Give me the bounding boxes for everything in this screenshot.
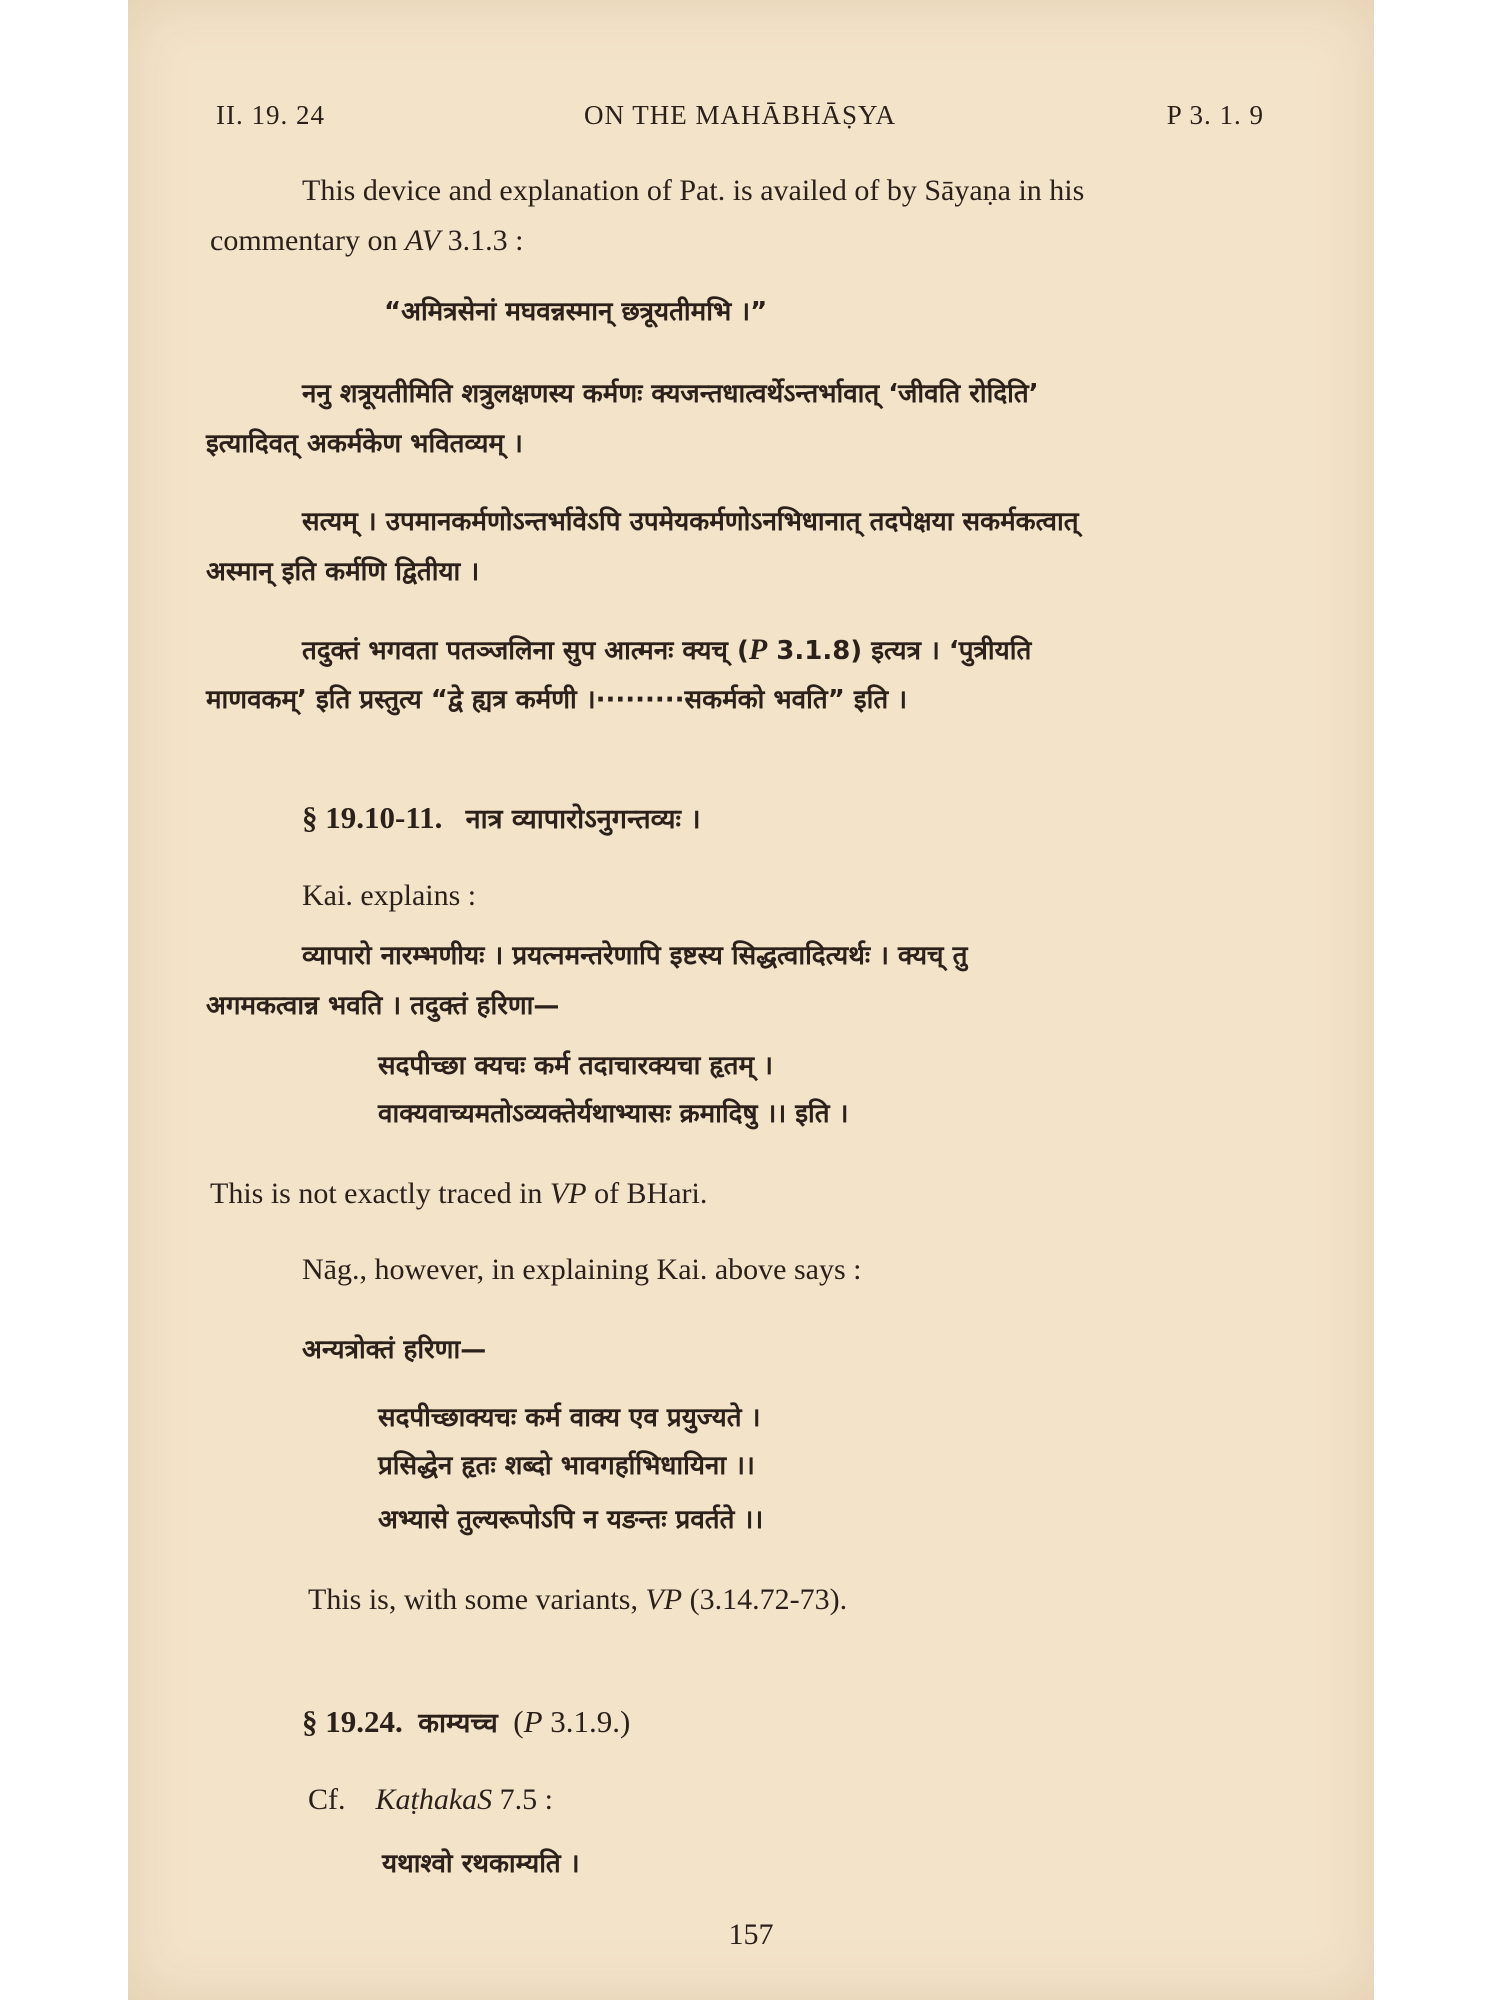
para2: This is not exactly traced in VP of BHari. bbox=[210, 1177, 708, 1210]
header-left-ref: II. 19. 24 bbox=[216, 100, 325, 130]
sanskrit-line5: अन्यत्रोक्तं हरिणा— bbox=[302, 1335, 487, 1365]
sanskrit-line6: यथाश्वो रथकाम्यति । bbox=[382, 1849, 580, 1879]
para1-line1: This device and explanation of Pat. is availed of by Sāyaṇa in his bbox=[302, 174, 1085, 207]
section-heading-19-24: § 19.24. काम्यच्च (P 3.1.9.) bbox=[302, 1704, 631, 1739]
sanskrit-para3-line2: माणवकम्’ इति प्रस्तुत्य “द्वे ह्यत्र कर्मणी ।·········सकर्मको भवति” इति । bbox=[206, 685, 908, 715]
verse2-line2: प्रसिद्धेन हृतः शब्दो भावगर्हाभिधायिना ।। bbox=[378, 1451, 755, 1481]
kai-intro: Kai. explains : bbox=[302, 879, 477, 912]
sanskrit-para1-line1: ननु शत्रूयतीमिति शत्रुलक्षणस्य कर्मणः क्यजन्तधात्वर्थेऽन्तर्भावात् ‘जीवति रोदिति’ bbox=[302, 379, 1039, 409]
verse2-line3: अभ्यासे तुल्यरूपोऽपि न यङन्तः प्रवर्तते ।। bbox=[378, 1505, 764, 1535]
verse2-line1: सदपीच्छाक्यचः कर्म वाक्य एव प्रयुज्यते । bbox=[378, 1403, 761, 1433]
para1-line2: commentary on AV 3.1.3 : bbox=[210, 224, 524, 257]
header-title: ON THE MAHĀBHĀṢYA bbox=[583, 100, 897, 130]
verse1-line2: वाक्यवाच्यमतोऽव्यक्तेर्यथाभ्यासः क्रमादिषु ।। इति । bbox=[378, 1099, 849, 1129]
book-page bbox=[128, 0, 1374, 2000]
sanskrit-para2-line2: अस्मान् इति कर्मणि द्वितीया । bbox=[206, 557, 480, 587]
sanskrit-para2-line1: सत्यम् । उपमानकर्मणोऽन्तर्भावेऽपि उपमेयकर्मणोऽनभिधानात् तदपेक्षया सकर्मकत्वात् bbox=[302, 507, 1079, 537]
nag-intro: Nāg., however, in explaining Kai. above says : bbox=[302, 1253, 862, 1286]
section-heading-19-10-11: § 19.10-11. नात्र व्यापारोऽनुगन्तव्यः । bbox=[302, 800, 701, 835]
running-header bbox=[216, 100, 1264, 140]
verse1-line1: सदपीच्छा क्यचः कर्म तदाचारक्यचा हृतम् । bbox=[378, 1051, 773, 1081]
quote-sanskrit: “अमित्रसेनां मघवन्नस्मान् छत्रूयतीमभि ।” bbox=[384, 297, 768, 327]
sanskrit-para4-line2: अगमकत्वान्न भवति । तदुक्तं हरिणा— bbox=[206, 991, 560, 1021]
page-number: 157 bbox=[728, 1918, 774, 1951]
sanskrit-para1-line2: इत्यादिवत् अकर्मकेण भवितव्यम् । bbox=[206, 429, 523, 459]
sanskrit-para3-line1: तदुक्तं भगवता पतञ्जलिना सुप आत्मनः क्यच् (P 3.1.8) इत्यत्र । ‘पुत्रीयति bbox=[302, 633, 1032, 666]
header-right-ref: P 3. 1. 9 bbox=[1166, 100, 1264, 130]
sanskrit-para4-line1: व्यापारो नारम्भणीयः । प्रयत्नमन्तरेणापि इष्टस्य सिद्धत्वादित्यर्थः । क्यच् तु bbox=[302, 941, 968, 971]
cf-reference: Cf. KaṭhakaS 7.5 : bbox=[308, 1783, 554, 1816]
para3: This is, with some variants, VP (3.14.72-73). bbox=[308, 1583, 848, 1616]
